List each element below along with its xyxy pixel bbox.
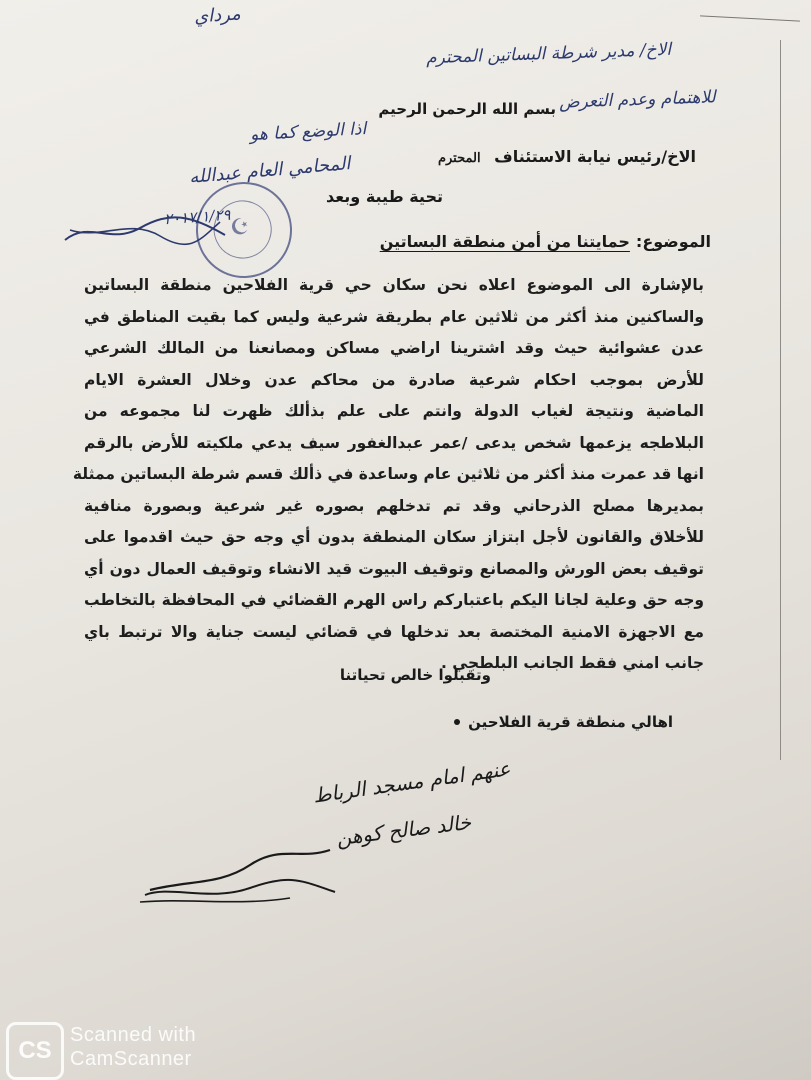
handwritten-note-line-4: المحامي العام عبدالله: [188, 152, 352, 189]
signature-mark: [130, 840, 350, 910]
subject-label: الموضوع:: [635, 232, 711, 251]
body-line: جانب امني فقط الجانب البلطجي .: [440, 654, 704, 672]
watermark-line-2: CamScanner: [70, 1048, 192, 1070]
body-line: بمديرها مصلح الذرحاني وقد تم تدخلهم بصوره غير شرعية وبصورة منافية: [84, 496, 704, 515]
basmala-heading: بسم الله الرحمن الرحيم: [378, 100, 556, 118]
body-line: مع الاجهزة الامنية المختصة بعد تدخلها في قضائي ليست جناية والا ترتبط باي: [84, 622, 704, 641]
camscanner-watermark: [70, 1023, 196, 1071]
addressee-title: المحترم: [437, 151, 481, 166]
body-line: وجه حق وعلية لجانا اليكم باعتباركم راس الهرم القضائي في المحافظة بالتخاطب: [84, 591, 704, 609]
stamp-emblem-icon: ☪: [226, 212, 255, 244]
handwritten-signature-line-1: عنهم امام مسجد الرباط: [311, 756, 512, 808]
addressee-line: [438, 147, 696, 166]
body-line: بالإشارة الى الموضوع اعلاه نحن سكان حي قرية الفلاحين منطقة البساتين: [84, 276, 704, 294]
body-line: عدن عشوائية حيث وقد اشترينا اراضي مساكن ومصانعنا من المالك الشرعي: [84, 339, 704, 357]
body-line: البلاطجه يزعمها شخص يدعى /عمر عبدالغفور سيف يدعي ملكيته للأرض بالرقم: [84, 433, 704, 452]
body-line: والساكنين منذ أكثر من ثلاثين عام بطريقة شرعية وليس كما بقيت المناطق في: [84, 307, 704, 326]
letter-body: [72, 270, 704, 680]
handwritten-signature-line-2: خالد صالح كوهن: [334, 809, 472, 851]
top-rule: [700, 15, 800, 21]
subject-title: حمايتنا من أمن منطقة البساتين: [379, 232, 630, 251]
closing-line: وتقبلوا خالص تحياتنا: [339, 666, 491, 684]
camscanner-logo: CS: [6, 1022, 64, 1080]
body-line: انها قد عمرت منذ أكثر من ثلاثين عام وساعدة في ذألك قسم شرطة البساتين ممثلة: [72, 465, 704, 483]
handwritten-note-line-1: الاخ/ مدير شرطة البساتين المحترم: [425, 39, 672, 69]
handwritten-note-line-2: للاهتمام وعدم التعرض: [558, 87, 717, 113]
signatory-name: اهالي منطقة قرية الفلاحين: [468, 713, 673, 731]
body-line: الماضية ونتيجة لغياب الدولة وانتم على علم بذألك ظهرت لنا مجموعه من: [84, 402, 704, 420]
bullet-icon: [454, 719, 460, 725]
body-line: توقيف بعض الورش والمصانع وتوقيف البيوت قيد الانشاء وتوقيف العمال دون أي: [84, 559, 704, 578]
subject-line: [380, 232, 711, 251]
margin-rule: [780, 40, 781, 760]
body-line: للأخلاق والقانون لأجل ابتزاز سكان المنطقة بدون أي وجه حق حيث اقدموا على: [84, 528, 704, 546]
handwritten-date: ٢٠١٧/١/٢٩: [163, 205, 232, 229]
signatory-line: [454, 713, 673, 731]
greeting-line: تحية طيبة وبعد: [326, 187, 443, 206]
addressee: الاخ/رئيس نيابة الاستئناف: [494, 147, 696, 166]
body-line: للأرض بموجب احكام شرعية صادرة من محاكم عدن وخلال العشرة الايام: [84, 370, 704, 389]
handwritten-note-line-3: اذا الوضع كما هو: [249, 118, 367, 146]
watermark-line-1: Scanned with: [70, 1024, 197, 1046]
handwritten-top-note: مرداي: [193, 3, 242, 28]
